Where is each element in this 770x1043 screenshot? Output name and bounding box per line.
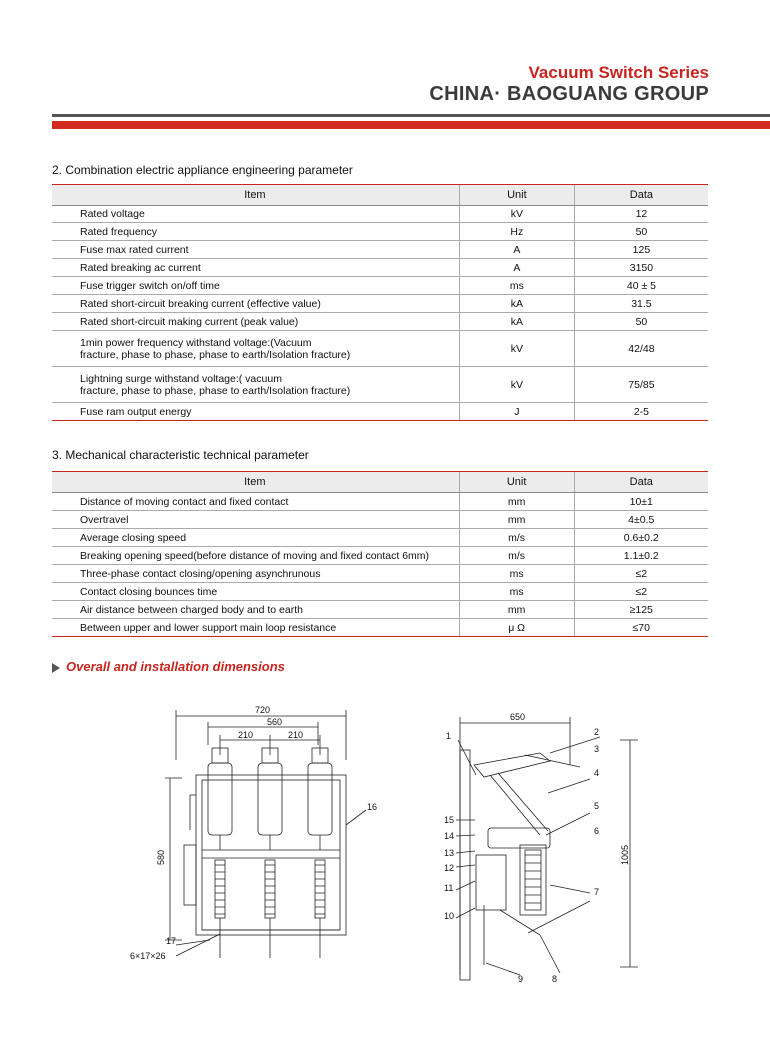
side-view-drawing — [430, 705, 650, 985]
row-item: Distance of moving contact and fixed contact — [52, 493, 459, 511]
header-item: Item — [52, 472, 459, 493]
row-data: 31.5 — [574, 295, 708, 313]
header-rule-thick — [52, 121, 770, 129]
callout-5: 5 — [594, 801, 600, 811]
row-unit: mm — [459, 511, 574, 529]
table-row — [52, 277, 708, 295]
row-unit: μ Ω — [459, 619, 574, 637]
triangle-bullet-icon — [52, 663, 60, 673]
row-data: 0.6±0.2 — [574, 529, 708, 547]
row-item: Average closing speed — [52, 529, 459, 547]
callout-7: 7 — [594, 887, 600, 897]
row-data: 4±0.5 — [574, 511, 708, 529]
mount-hole-spec: 6×17×26 — [130, 951, 166, 961]
row-item-line2: fracture, phase to phase, phase to earth/Isolation fracture) — [80, 348, 351, 361]
table-header-row — [52, 472, 708, 493]
row-data: 2-5 — [574, 403, 708, 421]
table-row — [52, 583, 708, 601]
callout-11: 11 — [444, 883, 454, 893]
table-row — [52, 619, 708, 637]
dim-210-right: 210 — [288, 730, 304, 740]
row-item: Three-phase contact closing/opening asynchrunous — [52, 565, 459, 583]
row-item-line2: fracture, phase to phase, phase to earth/Isolation fracture) — [80, 384, 351, 397]
row-data: ≤70 — [574, 619, 708, 637]
row-item: Contact closing bounces time — [52, 583, 459, 601]
row-unit: m/s — [459, 547, 574, 565]
company-name: CHINA· BAOGUANG GROUP — [429, 83, 709, 105]
row-item: Rated voltage — [52, 206, 459, 223]
callout-17: 17 — [166, 936, 177, 946]
row-unit: A — [459, 241, 574, 259]
header-data: Data — [574, 185, 708, 206]
dim-650: 650 — [510, 712, 526, 722]
header-data: Data — [574, 472, 708, 493]
row-data: 1.1±0.2 — [574, 547, 708, 565]
callout-13: 13 — [444, 848, 455, 858]
callout-2: 2 — [594, 727, 600, 737]
callout-8: 8 — [552, 974, 558, 984]
row-data: 12 — [574, 206, 708, 223]
row-item: Fuse ram output energy — [52, 403, 459, 421]
callout-10: 10 — [444, 911, 455, 921]
engineering-parameter-table — [52, 184, 708, 421]
table-row — [52, 295, 708, 313]
row-data: 42/48 — [574, 331, 708, 367]
dimensions-title: Overall and installation dimensions — [66, 659, 285, 674]
row-data: 75/85 — [574, 367, 708, 403]
row-unit: mm — [459, 493, 574, 511]
section3-title: 3. Mechanical characteristic technical parameter — [52, 448, 309, 462]
table-row — [52, 331, 708, 367]
row-item: Breaking opening speed(before distance of moving and fixed contact 6mm) — [52, 547, 459, 565]
row-unit: mm — [459, 601, 574, 619]
row-unit: kV — [459, 206, 574, 223]
row-data: ≤2 — [574, 565, 708, 583]
row-item-line1: 1min power frequency withstand voltage:(Vacuum — [80, 336, 312, 349]
row-item-line1: Lightning surge withstand voltage:( vacuum — [80, 372, 282, 385]
row-data: 10±1 — [574, 493, 708, 511]
dim-1005: 1005 — [620, 844, 630, 865]
table-row — [52, 493, 708, 511]
row-item: Rated short-circuit making current (peak value) — [52, 313, 459, 331]
row-item: Between upper and lower support main loop resistance — [52, 619, 459, 637]
dim-560: 560 — [267, 717, 283, 727]
table-row — [52, 529, 708, 547]
row-item: Air distance between charged body and to earth — [52, 601, 459, 619]
row-unit: J — [459, 403, 574, 421]
row-data: 125 — [574, 241, 708, 259]
row-item: Fuse max rated current — [52, 241, 459, 259]
row-unit: A — [459, 259, 574, 277]
row-unit: kA — [459, 295, 574, 313]
row-data: ≥125 — [574, 601, 708, 619]
row-unit: ms — [459, 565, 574, 583]
header-rule-thin — [52, 114, 770, 117]
dim-210-left: 210 — [238, 730, 254, 740]
table-row — [52, 241, 708, 259]
row-item: Rated short-circuit breaking current (effective value) — [52, 295, 459, 313]
header-unit: Unit — [459, 472, 574, 493]
table-row — [52, 601, 708, 619]
callout-1: 1 — [446, 731, 452, 741]
table-row — [52, 367, 708, 403]
callout-12: 12 — [444, 863, 455, 873]
row-unit: kV — [459, 331, 574, 367]
callout-6: 6 — [594, 826, 600, 836]
callout-15: 15 — [444, 815, 455, 825]
dim-580: 580 — [156, 849, 166, 865]
row-item: Rated frequency — [52, 223, 459, 241]
row-unit: kA — [459, 313, 574, 331]
callout-3: 3 — [594, 744, 600, 754]
row-item — [52, 331, 459, 367]
row-data: ≤2 — [574, 583, 708, 601]
row-unit: ms — [459, 277, 574, 295]
series-title: Vacuum Switch Series — [528, 63, 709, 82]
row-unit: ms — [459, 583, 574, 601]
row-item: Rated breaking ac current — [52, 259, 459, 277]
row-unit: kV — [459, 367, 574, 403]
callout-4: 4 — [594, 768, 600, 778]
row-data: 40 ± 5 — [574, 277, 708, 295]
dim-720: 720 — [255, 705, 271, 715]
row-item: Overtravel — [52, 511, 459, 529]
row-item: Fuse trigger switch on/off time — [52, 277, 459, 295]
row-item — [52, 367, 459, 403]
table-header-row — [52, 185, 708, 206]
dimensions-heading — [52, 659, 285, 674]
header-item: Item — [52, 185, 459, 206]
callout-9: 9 — [518, 974, 524, 984]
table-row — [52, 206, 708, 223]
mechanical-parameter-table — [52, 471, 708, 637]
table-row — [52, 223, 708, 241]
table-row — [52, 313, 708, 331]
section2-title: 2. Combination electric appliance engineering parameter — [52, 163, 353, 177]
table-row — [52, 547, 708, 565]
row-unit: m/s — [459, 529, 574, 547]
table-row — [52, 403, 708, 421]
row-data: 3150 — [574, 259, 708, 277]
row-data: 50 — [574, 313, 708, 331]
row-unit: Hz — [459, 223, 574, 241]
table-row — [52, 259, 708, 277]
callout-14: 14 — [444, 831, 455, 841]
callout-16: 16 — [367, 802, 378, 812]
row-data: 50 — [574, 223, 708, 241]
table-row — [52, 565, 708, 583]
table-row — [52, 511, 708, 529]
header-unit: Unit — [459, 185, 574, 206]
front-view-drawing — [120, 700, 390, 985]
